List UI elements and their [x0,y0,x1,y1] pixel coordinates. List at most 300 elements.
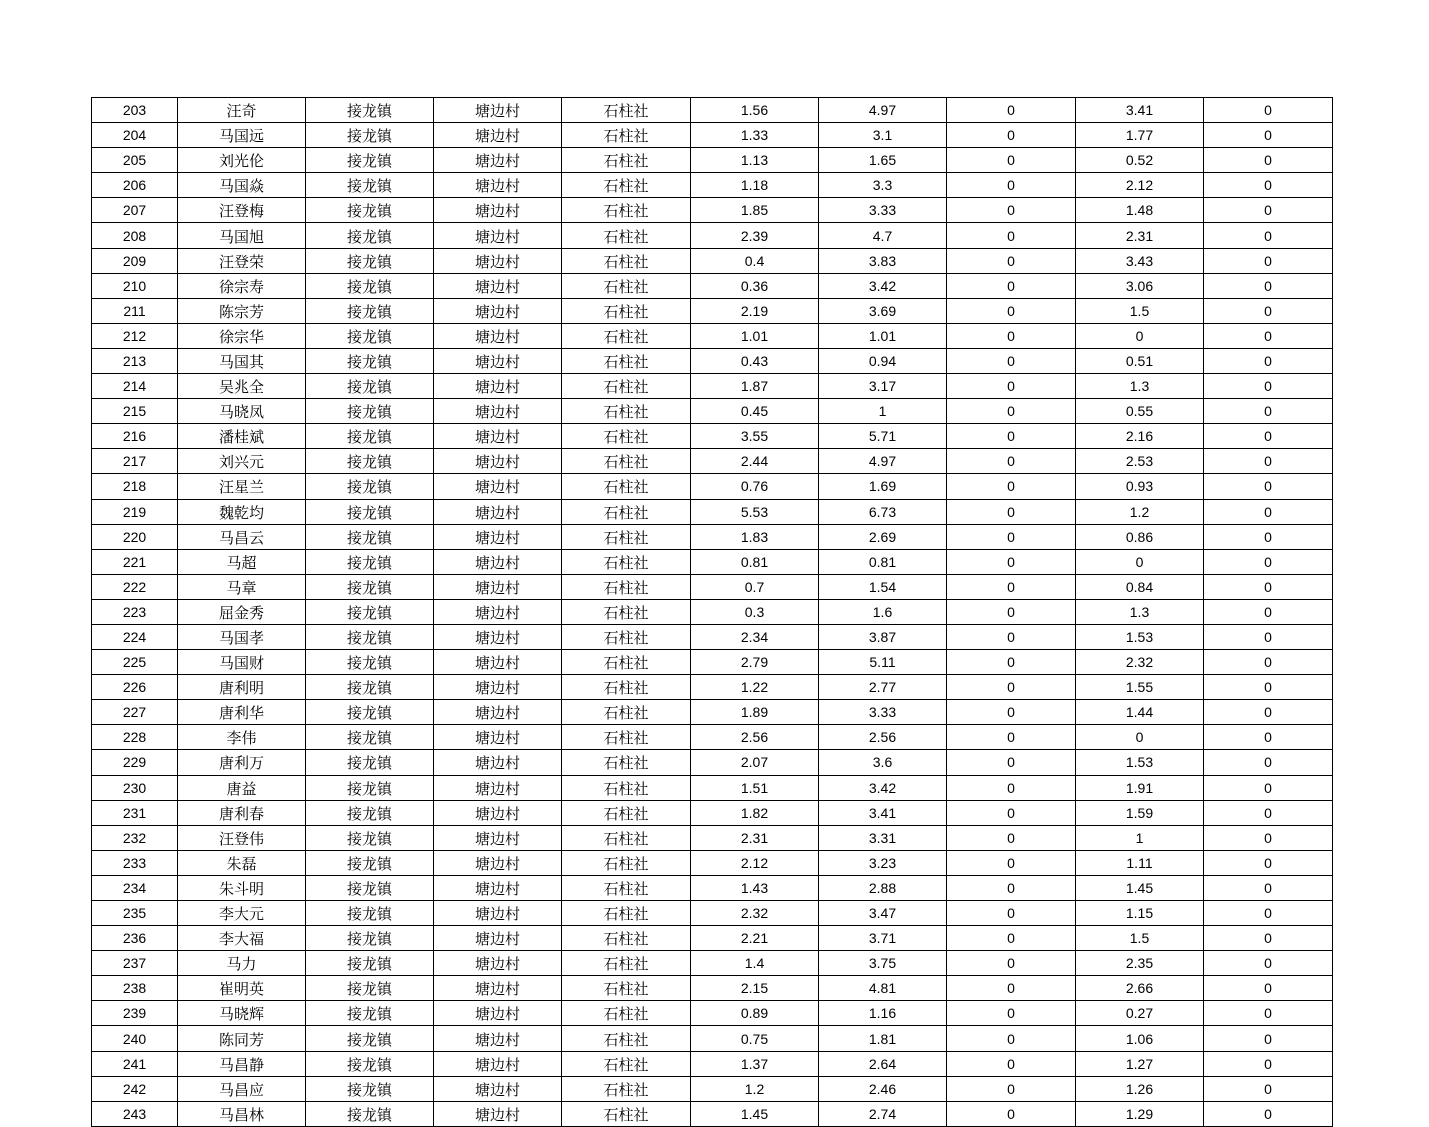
village-cell: 塘边村 [434,926,562,951]
value-c-cell: 0 [947,850,1076,875]
value-d-cell: 1.77 [1076,123,1204,148]
town-cell: 接龙镇 [306,1076,434,1101]
table-row [92,725,1333,750]
value-e-cell: 0 [1204,1026,1333,1051]
value-e-cell: 0 [1204,323,1333,348]
value-b-cell: 3.75 [819,951,947,976]
value-b-cell: 2.69 [819,524,947,549]
name-cell: 马昌应 [178,1076,306,1101]
value-c-cell: 0 [947,1026,1076,1051]
group-cell: 石柱社 [562,123,691,148]
value-e-cell: 0 [1204,574,1333,599]
value-c-cell: 0 [947,348,1076,373]
value-e-cell: 0 [1204,850,1333,875]
town-cell: 接龙镇 [306,926,434,951]
town-cell: 接龙镇 [306,675,434,700]
table-row [92,951,1333,976]
table-row [92,549,1333,574]
value-b-cell: 3.17 [819,374,947,399]
value-e-cell: 0 [1204,901,1333,926]
name-cell: 刘兴元 [178,449,306,474]
value-a-cell: 0.4 [691,248,819,273]
name-cell: 马国孝 [178,624,306,649]
town-cell: 接龙镇 [306,273,434,298]
value-a-cell: 0.81 [691,549,819,574]
town-cell: 接龙镇 [306,750,434,775]
row-number-cell: 208 [92,223,178,248]
value-c-cell: 0 [947,474,1076,499]
value-e-cell: 0 [1204,700,1333,725]
town-cell: 接龙镇 [306,148,434,173]
town-cell: 接龙镇 [306,951,434,976]
name-cell: 屈金秀 [178,599,306,624]
village-cell: 塘边村 [434,348,562,373]
value-c-cell: 0 [947,951,1076,976]
village-cell: 塘边村 [434,98,562,123]
table-row [92,574,1333,599]
table-row [92,223,1333,248]
row-number-cell: 213 [92,348,178,373]
value-b-cell: 0.81 [819,549,947,574]
value-d-cell: 1 [1076,825,1204,850]
name-cell: 唐利华 [178,700,306,725]
name-cell: 汪登荣 [178,248,306,273]
value-d-cell: 1.3 [1076,599,1204,624]
value-b-cell: 5.71 [819,424,947,449]
value-c-cell: 0 [947,976,1076,1001]
value-d-cell: 0 [1076,725,1204,750]
value-b-cell: 3.6 [819,750,947,775]
group-cell: 石柱社 [562,951,691,976]
value-e-cell: 0 [1204,223,1333,248]
name-cell: 潘桂斌 [178,424,306,449]
group-cell: 石柱社 [562,750,691,775]
value-a-cell: 1.18 [691,173,819,198]
row-number-cell: 206 [92,173,178,198]
value-c-cell: 0 [947,1076,1076,1101]
table-row [92,173,1333,198]
row-number-cell: 227 [92,700,178,725]
value-b-cell: 5.11 [819,650,947,675]
row-number-cell: 228 [92,725,178,750]
name-cell: 马国其 [178,348,306,373]
value-d-cell: 1.11 [1076,850,1204,875]
value-d-cell: 1.5 [1076,298,1204,323]
value-d-cell: 0 [1076,323,1204,348]
name-cell: 唐益 [178,775,306,800]
value-c-cell: 0 [947,223,1076,248]
value-a-cell: 1.22 [691,675,819,700]
table-row [92,675,1333,700]
table-row [92,926,1333,951]
value-a-cell: 1.82 [691,800,819,825]
row-number-cell: 235 [92,901,178,926]
value-c-cell: 0 [947,599,1076,624]
village-cell: 塘边村 [434,399,562,424]
town-cell: 接龙镇 [306,574,434,599]
town-cell: 接龙镇 [306,800,434,825]
group-cell: 石柱社 [562,675,691,700]
value-c-cell: 0 [947,574,1076,599]
town-cell: 接龙镇 [306,323,434,348]
value-d-cell: 1.06 [1076,1026,1204,1051]
row-number-cell: 216 [92,424,178,449]
value-e-cell: 0 [1204,98,1333,123]
value-c-cell: 0 [947,1051,1076,1076]
name-cell: 马昌静 [178,1051,306,1076]
value-c-cell: 0 [947,725,1076,750]
table-row [92,1051,1333,1076]
value-e-cell: 0 [1204,976,1333,1001]
value-c-cell: 0 [947,875,1076,900]
name-cell: 李大福 [178,926,306,951]
row-number-cell: 238 [92,976,178,1001]
row-number-cell: 222 [92,574,178,599]
name-cell: 刘光伦 [178,148,306,173]
name-cell: 马昌云 [178,524,306,549]
value-b-cell: 3.71 [819,926,947,951]
town-cell: 接龙镇 [306,173,434,198]
village-cell: 塘边村 [434,549,562,574]
row-number-cell: 212 [92,323,178,348]
village-cell: 塘边村 [434,198,562,223]
value-c-cell: 0 [947,750,1076,775]
value-a-cell: 2.15 [691,976,819,1001]
row-number-cell: 236 [92,926,178,951]
row-number-cell: 234 [92,875,178,900]
value-a-cell: 2.34 [691,624,819,649]
table-row [92,875,1333,900]
value-b-cell: 1.81 [819,1026,947,1051]
value-e-cell: 0 [1204,825,1333,850]
value-b-cell: 4.7 [819,223,947,248]
group-cell: 石柱社 [562,800,691,825]
value-a-cell: 1.56 [691,98,819,123]
value-d-cell: 1.3 [1076,374,1204,399]
value-e-cell: 0 [1204,725,1333,750]
value-a-cell: 0.89 [691,1001,819,1026]
table-row [92,1076,1333,1101]
value-a-cell: 3.55 [691,424,819,449]
group-cell: 石柱社 [562,424,691,449]
value-d-cell: 0.52 [1076,148,1204,173]
row-number-cell: 225 [92,650,178,675]
group-cell: 石柱社 [562,574,691,599]
town-cell: 接龙镇 [306,198,434,223]
name-cell: 汪登梅 [178,198,306,223]
table-row [92,323,1333,348]
value-d-cell: 1.91 [1076,775,1204,800]
group-cell: 石柱社 [562,775,691,800]
group-cell: 石柱社 [562,725,691,750]
row-number-cell: 203 [92,98,178,123]
table-row [92,248,1333,273]
village-cell: 塘边村 [434,499,562,524]
value-c-cell: 0 [947,123,1076,148]
table-row [92,901,1333,926]
village-cell: 塘边村 [434,223,562,248]
value-e-cell: 0 [1204,499,1333,524]
value-a-cell: 2.07 [691,750,819,775]
value-d-cell: 2.16 [1076,424,1204,449]
name-cell: 唐利万 [178,750,306,775]
group-cell: 石柱社 [562,148,691,173]
town-cell: 接龙镇 [306,650,434,675]
value-a-cell: 2.19 [691,298,819,323]
table-row [92,449,1333,474]
value-e-cell: 0 [1204,148,1333,173]
group-cell: 石柱社 [562,650,691,675]
village-cell: 塘边村 [434,574,562,599]
value-a-cell: 1.01 [691,323,819,348]
value-c-cell: 0 [947,323,1076,348]
value-e-cell: 0 [1204,198,1333,223]
town-cell: 接龙镇 [306,449,434,474]
group-cell: 石柱社 [562,248,691,273]
group-cell: 石柱社 [562,599,691,624]
table-row [92,399,1333,424]
group-cell: 石柱社 [562,273,691,298]
village-cell: 塘边村 [434,875,562,900]
table-row [92,348,1333,373]
table-row [92,474,1333,499]
name-cell: 马国财 [178,650,306,675]
row-number-cell: 217 [92,449,178,474]
town-cell: 接龙镇 [306,98,434,123]
value-c-cell: 0 [947,901,1076,926]
name-cell: 陈同芳 [178,1026,306,1051]
value-c-cell: 0 [947,248,1076,273]
village-cell: 塘边村 [434,474,562,499]
value-b-cell: 3.47 [819,901,947,926]
name-cell: 李大元 [178,901,306,926]
town-cell: 接龙镇 [306,624,434,649]
value-e-cell: 0 [1204,624,1333,649]
town-cell: 接龙镇 [306,223,434,248]
value-a-cell: 1.45 [691,1101,819,1126]
value-d-cell: 1.53 [1076,624,1204,649]
value-e-cell: 0 [1204,1101,1333,1126]
village-cell: 塘边村 [434,374,562,399]
value-b-cell: 0.94 [819,348,947,373]
village-cell: 塘边村 [434,1076,562,1101]
row-number-cell: 242 [92,1076,178,1101]
table-row [92,800,1333,825]
table-row [92,98,1333,123]
value-b-cell: 3.87 [819,624,947,649]
group-cell: 石柱社 [562,1051,691,1076]
value-d-cell: 0.55 [1076,399,1204,424]
name-cell: 马晓凤 [178,399,306,424]
row-number-cell: 226 [92,675,178,700]
town-cell: 接龙镇 [306,825,434,850]
name-cell: 唐利明 [178,675,306,700]
value-c-cell: 0 [947,424,1076,449]
value-d-cell: 0.84 [1076,574,1204,599]
group-cell: 石柱社 [562,449,691,474]
village-cell: 塘边村 [434,775,562,800]
name-cell: 马国旭 [178,223,306,248]
value-a-cell: 1.83 [691,524,819,549]
group-cell: 石柱社 [562,1076,691,1101]
table-row [92,148,1333,173]
village-cell: 塘边村 [434,1101,562,1126]
value-a-cell: 0.7 [691,574,819,599]
value-a-cell: 0.36 [691,273,819,298]
town-cell: 接龙镇 [306,700,434,725]
value-a-cell: 2.56 [691,725,819,750]
town-cell: 接龙镇 [306,524,434,549]
village-cell: 塘边村 [434,951,562,976]
value-a-cell: 2.12 [691,850,819,875]
value-e-cell: 0 [1204,775,1333,800]
value-d-cell: 0.86 [1076,524,1204,549]
value-e-cell: 0 [1204,650,1333,675]
value-d-cell: 1.29 [1076,1101,1204,1126]
group-cell: 石柱社 [562,524,691,549]
town-cell: 接龙镇 [306,248,434,273]
value-e-cell: 0 [1204,173,1333,198]
value-d-cell: 1.59 [1076,800,1204,825]
group-cell: 石柱社 [562,98,691,123]
value-d-cell: 1.26 [1076,1076,1204,1101]
value-a-cell: 1.13 [691,148,819,173]
name-cell: 马国焱 [178,173,306,198]
row-number-cell: 219 [92,499,178,524]
value-b-cell: 3.83 [819,248,947,273]
value-e-cell: 0 [1204,875,1333,900]
value-e-cell: 0 [1204,1076,1333,1101]
value-e-cell: 0 [1204,374,1333,399]
value-e-cell: 0 [1204,599,1333,624]
value-a-cell: 1.43 [691,875,819,900]
village-cell: 塘边村 [434,449,562,474]
table-row [92,650,1333,675]
group-cell: 石柱社 [562,926,691,951]
group-cell: 石柱社 [562,348,691,373]
value-c-cell: 0 [947,800,1076,825]
value-b-cell: 6.73 [819,499,947,524]
group-cell: 石柱社 [562,850,691,875]
table-row [92,750,1333,775]
table-row [92,273,1333,298]
row-number-cell: 215 [92,399,178,424]
value-b-cell: 3.33 [819,198,947,223]
town-cell: 接龙镇 [306,725,434,750]
value-b-cell: 4.81 [819,976,947,1001]
row-number-cell: 211 [92,298,178,323]
row-number-cell: 220 [92,524,178,549]
name-cell: 马超 [178,549,306,574]
town-cell: 接龙镇 [306,298,434,323]
name-cell: 陈宗芳 [178,298,306,323]
value-a-cell: 0.3 [691,599,819,624]
name-cell: 吴兆全 [178,374,306,399]
village-cell: 塘边村 [434,148,562,173]
value-d-cell: 2.12 [1076,173,1204,198]
value-d-cell: 1.2 [1076,499,1204,524]
value-a-cell: 1.2 [691,1076,819,1101]
value-d-cell: 1.48 [1076,198,1204,223]
village-cell: 塘边村 [434,123,562,148]
value-a-cell: 1.87 [691,374,819,399]
value-a-cell: 2.21 [691,926,819,951]
value-a-cell: 0.76 [691,474,819,499]
value-b-cell: 3.42 [819,273,947,298]
value-c-cell: 0 [947,700,1076,725]
group-cell: 石柱社 [562,976,691,1001]
value-c-cell: 0 [947,549,1076,574]
value-e-cell: 0 [1204,1001,1333,1026]
village-cell: 塘边村 [434,524,562,549]
value-e-cell: 0 [1204,449,1333,474]
value-b-cell: 2.74 [819,1101,947,1126]
value-e-cell: 0 [1204,549,1333,574]
value-d-cell: 1.15 [1076,901,1204,926]
group-cell: 石柱社 [562,624,691,649]
name-cell: 唐利春 [178,800,306,825]
group-cell: 石柱社 [562,1101,691,1126]
row-number-cell: 223 [92,599,178,624]
town-cell: 接龙镇 [306,599,434,624]
value-c-cell: 0 [947,1101,1076,1126]
value-a-cell: 5.53 [691,499,819,524]
town-cell: 接龙镇 [306,424,434,449]
village-cell: 塘边村 [434,825,562,850]
value-c-cell: 0 [947,775,1076,800]
value-c-cell: 0 [947,148,1076,173]
group-cell: 石柱社 [562,825,691,850]
group-cell: 石柱社 [562,901,691,926]
name-cell: 马晓辉 [178,1001,306,1026]
value-a-cell: 1.37 [691,1051,819,1076]
value-b-cell: 3.3 [819,173,947,198]
value-b-cell: 3.31 [819,825,947,850]
row-number-cell: 207 [92,198,178,223]
value-b-cell: 1.65 [819,148,947,173]
row-number-cell: 239 [92,1001,178,1026]
name-cell: 马力 [178,951,306,976]
name-cell: 崔明英 [178,976,306,1001]
value-c-cell: 0 [947,98,1076,123]
table-row [92,599,1333,624]
value-a-cell: 1.51 [691,775,819,800]
village-cell: 塘边村 [434,298,562,323]
table-row [92,123,1333,148]
value-c-cell: 0 [947,273,1076,298]
value-c-cell: 0 [947,825,1076,850]
table-row [92,825,1333,850]
value-c-cell: 0 [947,374,1076,399]
value-d-cell: 1.55 [1076,675,1204,700]
value-d-cell: 2.31 [1076,223,1204,248]
group-cell: 石柱社 [562,474,691,499]
row-number-cell: 240 [92,1026,178,1051]
table-row [92,298,1333,323]
value-b-cell: 3.23 [819,850,947,875]
town-cell: 接龙镇 [306,499,434,524]
value-a-cell: 2.39 [691,223,819,248]
value-b-cell: 2.56 [819,725,947,750]
value-c-cell: 0 [947,524,1076,549]
town-cell: 接龙镇 [306,399,434,424]
value-d-cell: 0 [1076,549,1204,574]
name-cell: 朱磊 [178,850,306,875]
value-e-cell: 0 [1204,675,1333,700]
group-cell: 石柱社 [562,700,691,725]
value-b-cell: 1 [819,399,947,424]
village-cell: 塘边村 [434,624,562,649]
